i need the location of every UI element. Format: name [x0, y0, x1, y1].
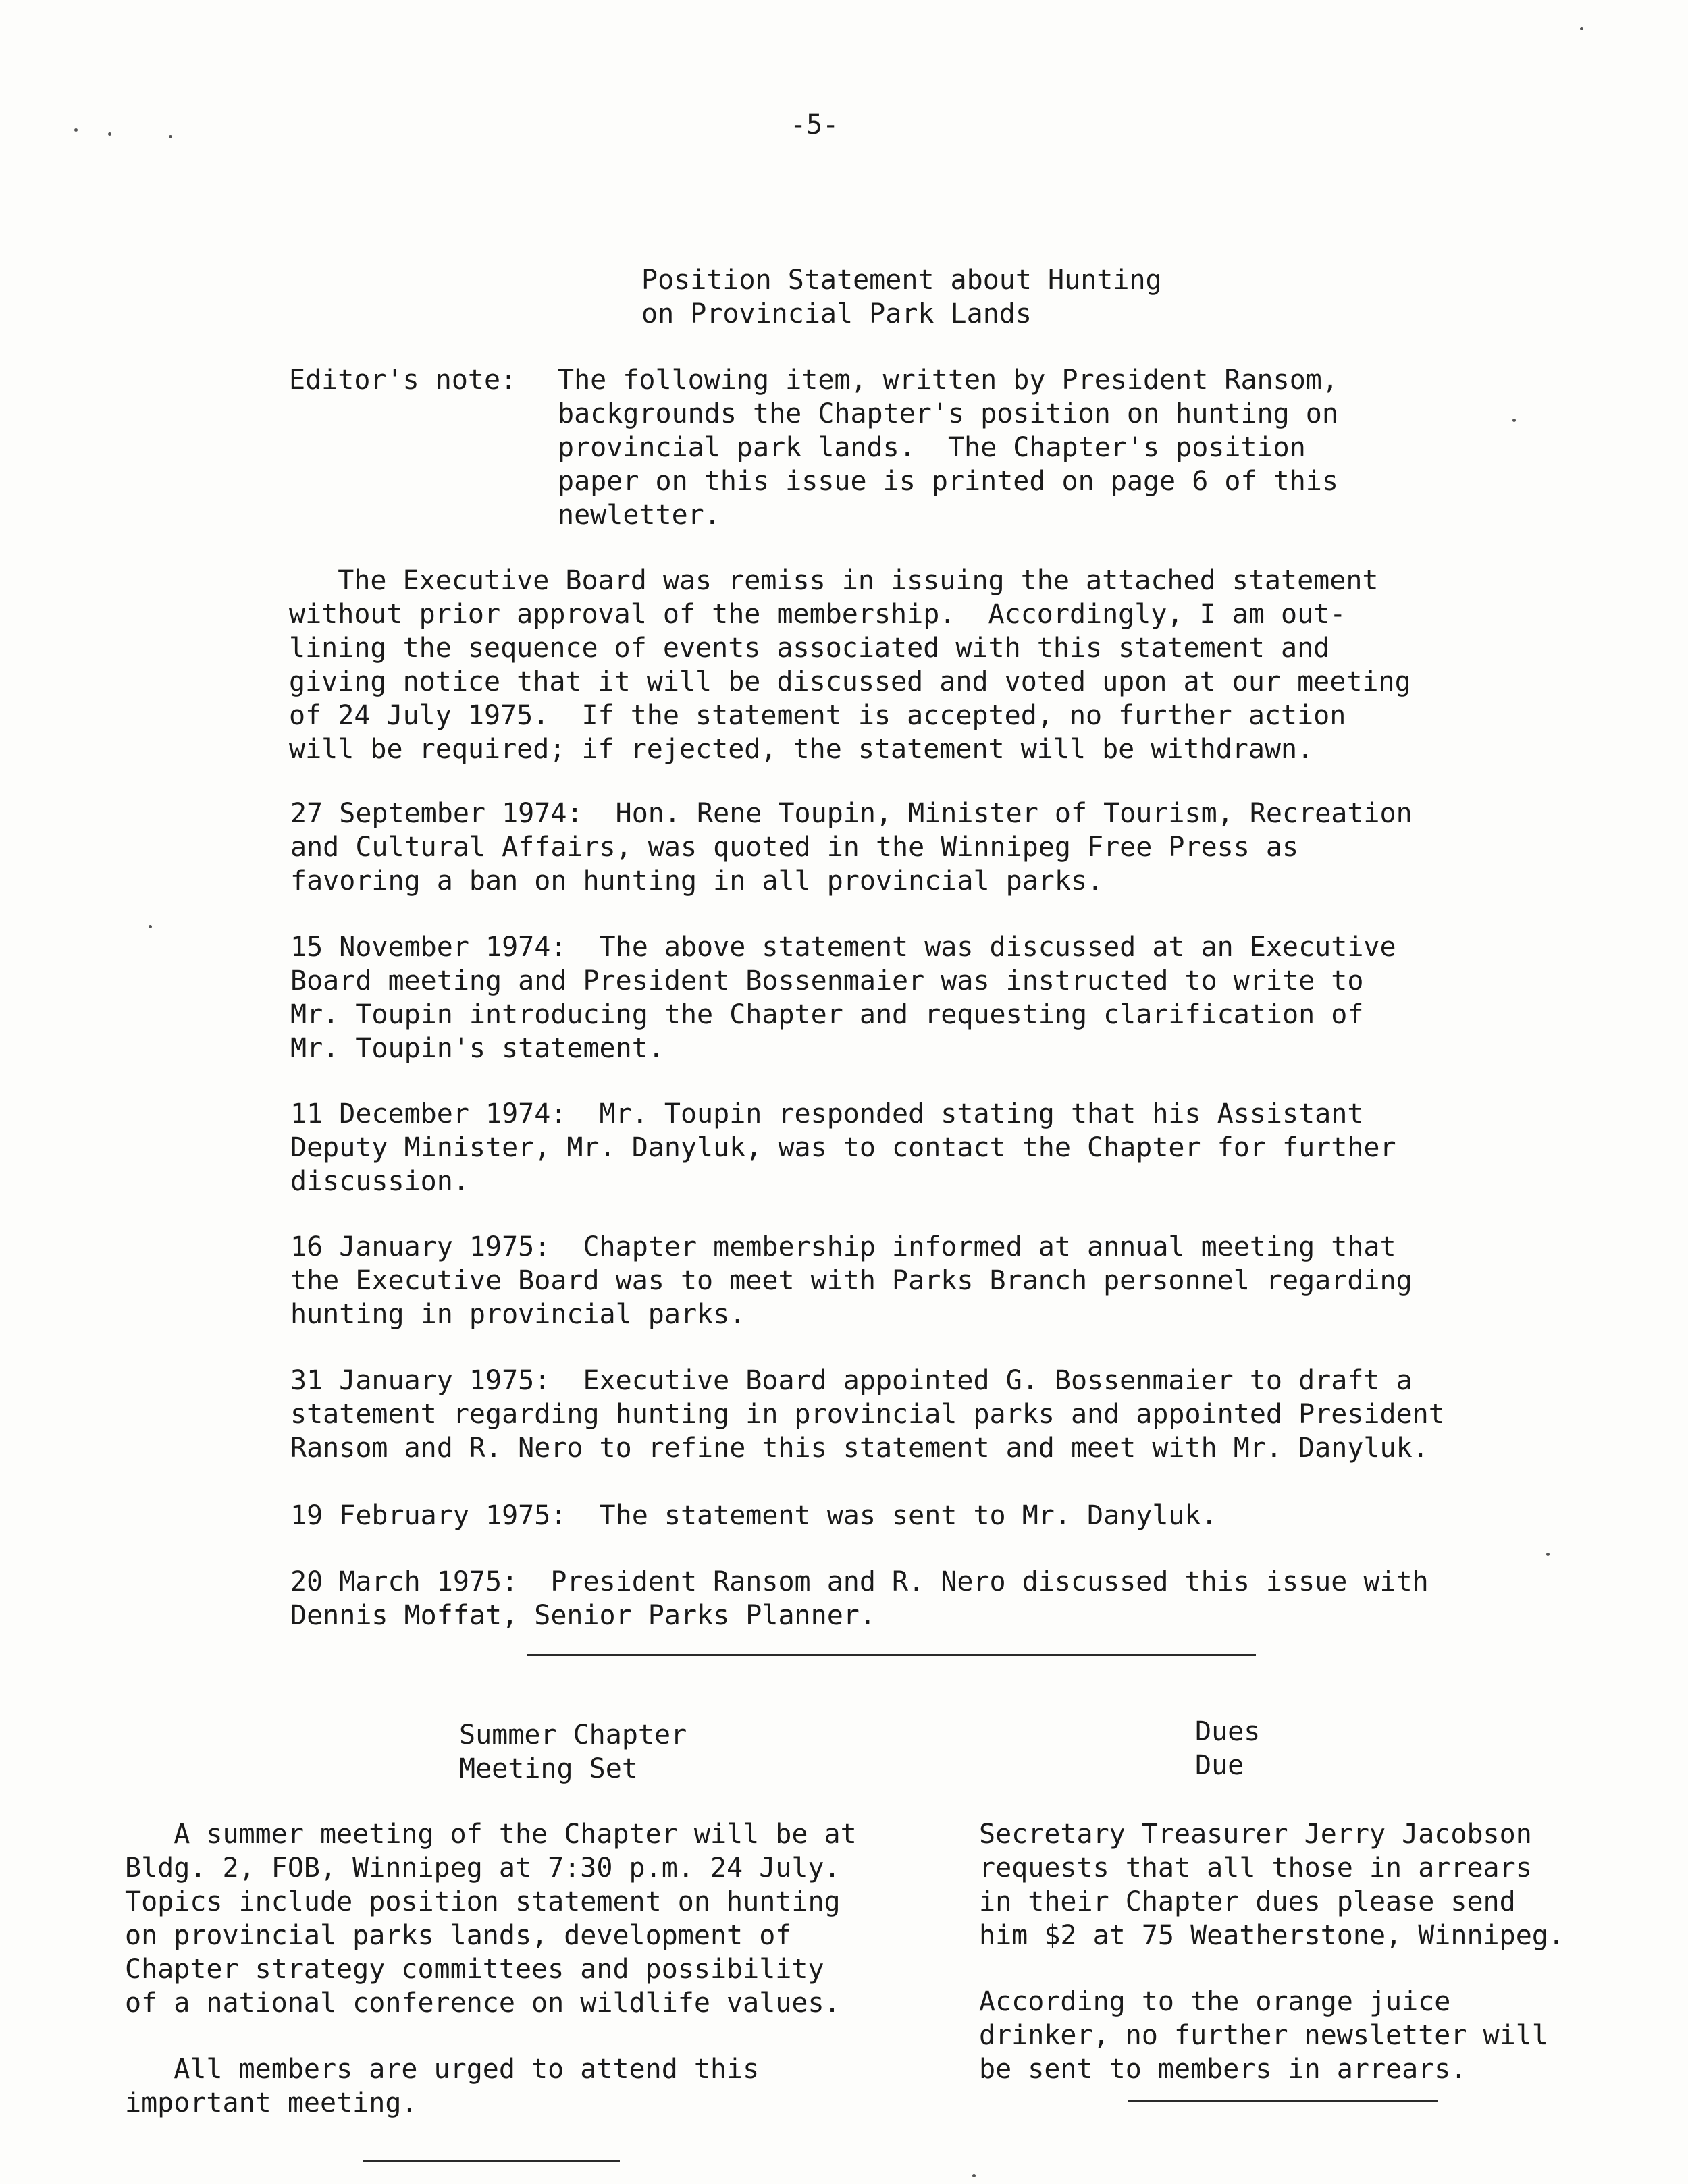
summer-meeting-divider	[363, 2160, 620, 2162]
event-line: Board meeting and President Bossenmaier was instructed to write to	[290, 965, 1364, 996]
scan-speck	[1512, 419, 1516, 422]
event-entry	[290, 1230, 1413, 1331]
dues-paragraph-2	[979, 1985, 1548, 2086]
editor-note-text	[558, 363, 1338, 532]
dues-heading-line-1: Dues	[1195, 1716, 1261, 1747]
event-line: discussion.	[290, 1166, 469, 1197]
editor-note-line: paper on this issue is printed on page 6 of this	[558, 466, 1338, 497]
event-line: 16 January 1975: Chapter membership informed at annual meeting that	[290, 1231, 1396, 1262]
scan-speck	[1546, 1553, 1550, 1556]
event-entry	[290, 1499, 1217, 1533]
scan-speck	[108, 132, 111, 136]
event-entry	[290, 1364, 1445, 1465]
event-line: 20 March 1975: President Ransom and R. Nero discussed this issue with	[290, 1566, 1429, 1597]
intro-line: without prior approval of the membership. Accordingly, I am out-	[289, 599, 1346, 630]
intro-line: lining the sequence of events associated with this statement and	[289, 633, 1330, 664]
dues-divider	[1128, 2100, 1438, 2102]
event-line: Ransom and R. Nero to refine this statement and meet with Mr. Danyluk.	[290, 1433, 1429, 1464]
summer-meeting-line: on provincial parks lands, development of	[125, 1920, 792, 1951]
article-divider	[527, 1654, 1256, 1656]
scan-speck	[972, 2174, 976, 2177]
summer-meeting-heading-line-1: Summer Chapter	[459, 1720, 687, 1751]
dues-line: him $2 at 75 Weatherstone, Winnipeg.	[979, 1920, 1564, 1951]
scan-speck	[74, 128, 78, 132]
event-line: Deputy Minister, Mr. Danyluk, was to contact the Chapter for further	[290, 1132, 1396, 1163]
editor-note-line: The following item, written by President Ransom,	[558, 365, 1338, 396]
event-line: Mr. Toupin introducing the Chapter and requesting clarification of	[290, 999, 1364, 1030]
editor-note-line: backgrounds the Chapter's position on hunting on	[558, 398, 1338, 429]
dues-line: requests that all those in arrears	[979, 1853, 1532, 1884]
event-line: favoring a ban on hunting in all provincial parks.	[290, 865, 1104, 897]
editor-note-label: Editor's note:	[289, 365, 517, 396]
dues-heading-line-2: Due	[1195, 1750, 1244, 1781]
dues-line: in their Chapter dues please send	[979, 1886, 1516, 1917]
event-line: 31 January 1975: Executive Board appointed G. Bossenmaier to draft a	[290, 1365, 1413, 1396]
event-line: statement regarding hunting in provincial parks and appointed President	[290, 1399, 1445, 1430]
summer-meeting-line: All members are urged to attend this	[125, 2054, 760, 2085]
dues-paragraph	[979, 1817, 1564, 1952]
intro-line: of 24 July 1975. If the statement is accepted, no further action	[289, 700, 1346, 731]
intro-line: will be required; if rejected, the statement will be withdrawn.	[289, 734, 1314, 765]
event-line: the Executive Board was to meet with Parks Branch personnel regarding	[290, 1265, 1413, 1296]
summer-meeting-paragraph-2	[125, 2052, 759, 2120]
article-title-line-1: Position Statement about Hunting	[641, 265, 1162, 296]
dues-line: be sent to members in arrears.	[979, 2054, 1467, 2085]
event-line: hunting in provincial parks.	[290, 1299, 746, 1330]
dues-line: Secretary Treasurer Jerry Jacobson	[979, 1819, 1532, 1850]
event-line: and Cultural Affairs, was quoted in the Winnipeg Free Press as	[290, 832, 1299, 863]
event-line: Mr. Toupin's statement.	[290, 1033, 664, 1064]
summer-meeting-line: of a national conference on wildlife values.	[125, 1988, 841, 2019]
summer-meeting-heading-line-2: Meeting Set	[459, 1753, 638, 1784]
intro-paragraph	[289, 564, 1411, 766]
intro-line: giving notice that it will be discussed and voted upon at our meeting	[289, 666, 1411, 697]
summer-meeting-line: Topics include position statement on hunting	[125, 1886, 841, 1917]
summer-meeting-line: Bldg. 2, FOB, Winnipeg at 7:30 p.m. 24 July.	[125, 1853, 841, 1884]
event-entry	[290, 1565, 1429, 1632]
scan-speck	[169, 135, 172, 138]
event-line: 19 February 1975: The statement was sent to Mr. Danyluk.	[290, 1500, 1217, 1531]
summer-meeting-line: Chapter strategy committees and possibility	[125, 1954, 824, 1985]
scan-speck	[1580, 27, 1583, 30]
editor-note-line: newletter.	[558, 500, 720, 531]
intro-line: The Executive Board was remiss in issuing the attached statement	[289, 565, 1379, 596]
summer-meeting-line: important meeting.	[125, 2087, 418, 2119]
event-line: 15 November 1974: The above statement was discussed at an Executive	[290, 932, 1396, 963]
summer-meeting-line: A summer meeting of the Chapter will be at	[125, 1819, 857, 1850]
event-entry	[290, 930, 1396, 1065]
event-line: 27 September 1974: Hon. Rene Toupin, Minister of Tourism, Recreation	[290, 798, 1413, 829]
dues-line: According to the orange juice	[979, 1986, 1451, 2017]
summer-meeting-paragraph	[125, 1817, 857, 2020]
event-entry	[290, 1097, 1396, 1198]
event-line: 11 December 1974: Mr. Toupin responded stating that his Assistant	[290, 1098, 1364, 1129]
page-number: -5-	[790, 109, 839, 140]
editor-note-line: provincial park lands. The Chapter's position	[558, 432, 1306, 463]
article-title-line-2: on Provincial Park Lands	[641, 298, 1032, 329]
scan-speck	[149, 925, 152, 928]
event-entry	[290, 797, 1413, 898]
dues-line: drinker, no further newsletter will	[979, 2020, 1548, 2051]
event-line: Dennis Moffat, Senior Parks Planner.	[290, 1600, 876, 1631]
